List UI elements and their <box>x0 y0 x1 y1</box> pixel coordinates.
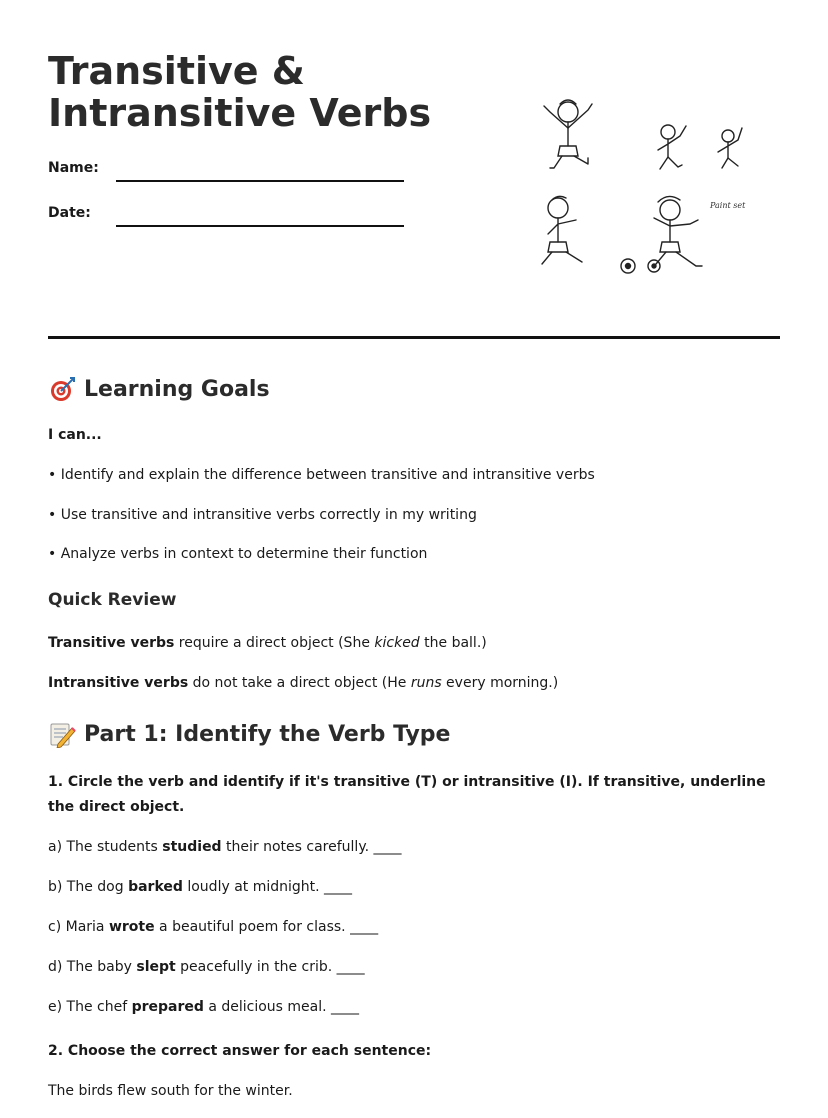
part1-heading: Part 1: Identify the Verb Type <box>48 720 450 748</box>
child-running-2-figure <box>542 196 582 264</box>
divider-rule <box>48 336 780 339</box>
question-1-instructions: 1. Circle the verb and identify if it's transitive (T) or intransitive (I). If transitive, underline the direct object. <box>48 774 766 815</box>
q1-item-b: b) The dog barked loudly at midnight. ____ <box>48 879 353 895</box>
goals-intro: I can... <box>48 427 102 443</box>
paint-set-sign: Paint set <box>710 201 746 210</box>
q1-item-d: d) The baby slept peacefully in the crib. ____ <box>48 959 365 975</box>
learning-goals-heading: Learning Goals <box>48 375 270 403</box>
date-label: Date: <box>48 205 91 221</box>
name-label: Name: <box>48 160 99 176</box>
question-2-instructions: 2. Choose the correct answer for each sentence: <box>48 1043 432 1059</box>
child-soccer-figure <box>654 196 702 266</box>
name-line[interactable] <box>116 180 404 182</box>
child-small-figure <box>718 128 742 168</box>
goal-item-1: • Identify and explain the difference between transitive and intransitive verbs <box>48 467 595 483</box>
soccer-ball-icon-2 <box>648 260 660 272</box>
q1-item-e: e) The chef prepared a delicious meal. ____ <box>48 999 360 1015</box>
q2-sentence-1: The birds flew south for the winter. <box>48 1083 293 1099</box>
memo-pencil-icon <box>48 720 76 748</box>
intransitive-definition: Intransitive verbs do not take a direct object (He runs every morning.) <box>48 675 559 691</box>
target-icon <box>48 375 76 403</box>
children-playing-illustration <box>530 90 760 285</box>
soccer-ball-icon <box>621 259 635 273</box>
transitive-definition: Transitive verbs require a direct object (She kicked the ball.) <box>48 635 487 651</box>
goal-item-2: • Use transitive and intransitive verbs correctly in my writing <box>48 507 477 523</box>
date-line[interactable] <box>116 225 404 227</box>
goal-item-3: • Analyze verbs in context to determine their function <box>48 546 428 562</box>
page-title: Transitive & Intransitive Verbs <box>48 49 432 135</box>
child-jumping-figure <box>544 100 592 168</box>
child-running-figure <box>658 125 686 169</box>
q1-item-c: c) Maria wrote a beautiful poem for class. ____ <box>48 919 379 935</box>
quick-review-heading: Quick Review <box>48 590 177 610</box>
q1-item-a: a) The students studied their notes carefully. ____ <box>48 839 402 855</box>
